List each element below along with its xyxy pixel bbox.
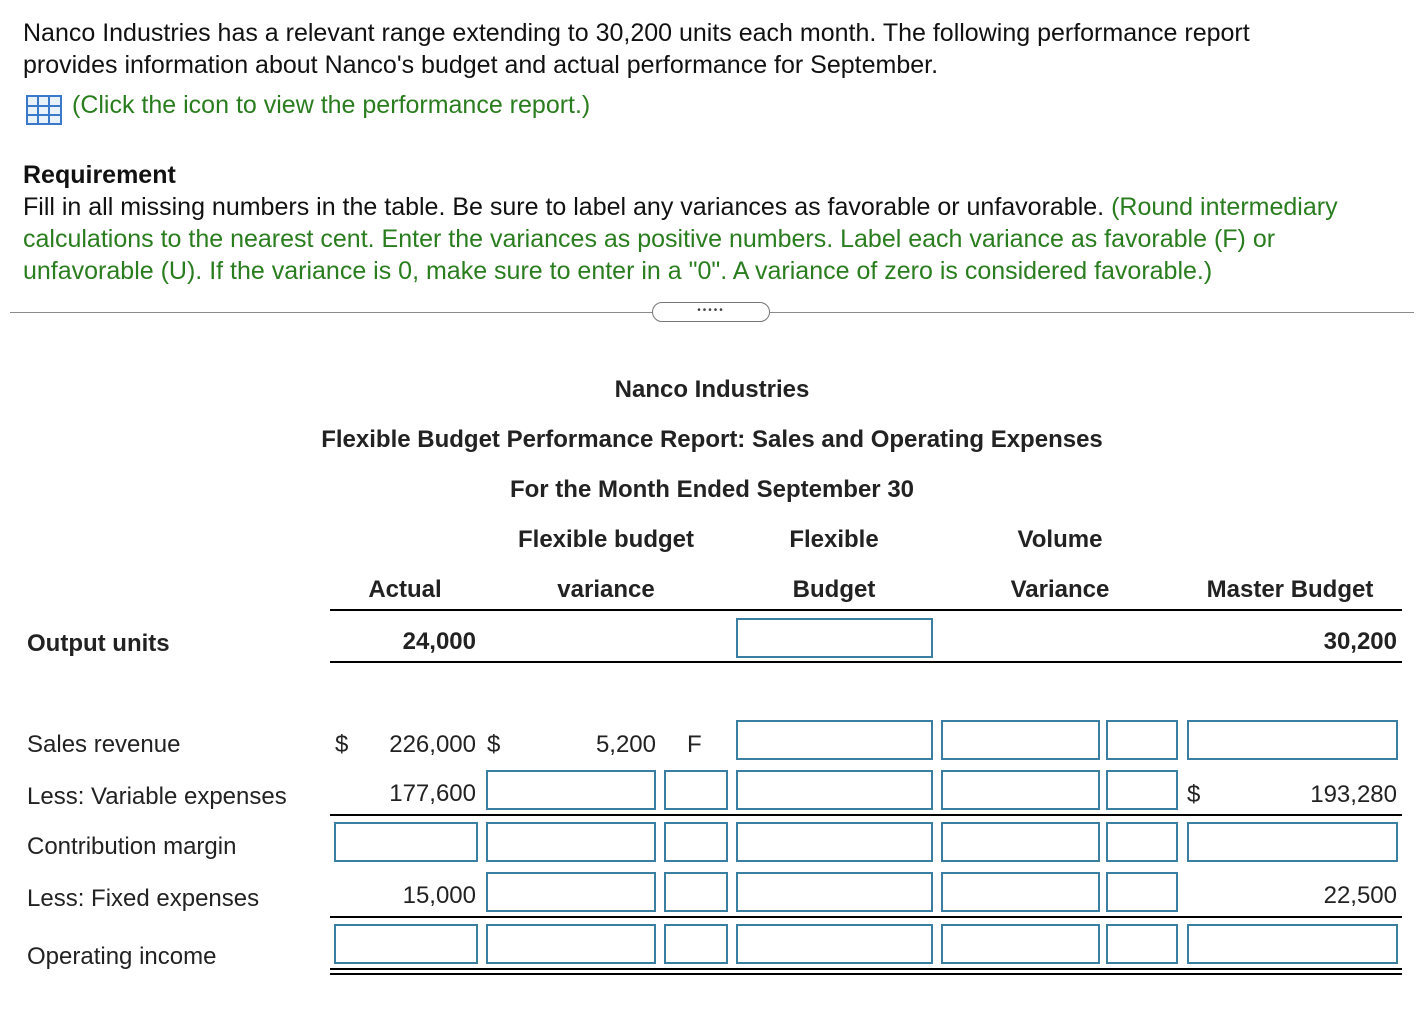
- operating-income-fbv-flag-input[interactable]: [664, 924, 728, 964]
- report-period: For the Month Ended September 30: [509, 476, 915, 503]
- variable-expenses-vv-flag-input[interactable]: [1106, 770, 1178, 810]
- contribution-margin-actual-input[interactable]: [334, 822, 478, 862]
- variable-expenses-volume-variance-input[interactable]: [941, 770, 1100, 810]
- requirement-title: Requirement: [23, 161, 176, 189]
- contribution-margin-volume-variance-input[interactable]: [941, 822, 1100, 862]
- sales-volume-variance-flag-input[interactable]: [1106, 720, 1178, 760]
- output-units-label: Output units: [27, 630, 170, 657]
- table-icon[interactable]: [26, 95, 62, 125]
- output-units-master: 30,200: [1323, 628, 1397, 655]
- fixed-expenses-fbv-input[interactable]: [486, 872, 656, 912]
- variable-expenses-label: Less: Variable expenses: [27, 783, 287, 810]
- requirement-text: Fill in all missing numbers in the table. Be sure to label any variances as favorable or unfavorable. (Round intermediary: [23, 193, 1338, 221]
- col-fbv-header-1: Flexible budget: [517, 526, 694, 553]
- header-rule: [330, 609, 1402, 611]
- operating-income-fbv-input[interactable]: [486, 924, 656, 964]
- col-vv-header-1: Volume: [1017, 526, 1103, 553]
- operating-income-actual-input[interactable]: [334, 924, 478, 964]
- col-fbv-header-2: variance: [557, 576, 655, 603]
- fixed-expenses-flexible-budget-input[interactable]: [736, 872, 933, 912]
- variable-expenses-actual: 177,600: [389, 780, 476, 807]
- contribution-margin-label: Contribution margin: [27, 833, 237, 860]
- sales-volume-variance-input[interactable]: [941, 720, 1100, 760]
- variable-expenses-fbv-input[interactable]: [486, 770, 656, 810]
- intro-line-2: provides information about Nanco's budget and actual performance for September.: [23, 51, 939, 79]
- sales-fbv-flag: F: [687, 731, 702, 758]
- col-actual-header: Actual: [368, 576, 442, 603]
- contribution-margin-fbv-flag-input[interactable]: [664, 822, 728, 862]
- output-units-flexible-budget-input[interactable]: [736, 618, 933, 658]
- requirement-note-line-3: unfavorable (U). If the variance is 0, make sure to enter in a "0". A variance of zero is considered favorable.): [23, 257, 1213, 285]
- variable-expenses-master: 193,280: [1310, 781, 1397, 808]
- fixed-expenses-rule: [330, 916, 1402, 918]
- fixed-expenses-master: 22,500: [1323, 882, 1397, 909]
- col-fb-header-2: Budget: [792, 576, 876, 603]
- sales-fbv: 5,200: [595, 731, 656, 758]
- double-rule-bottom: [330, 973, 1402, 975]
- variable-expenses-rule: [330, 814, 1402, 816]
- variable-expenses-flexible-budget-input[interactable]: [736, 770, 933, 810]
- currency-sign: $: [487, 731, 501, 758]
- fixed-expenses-fbv-flag-input[interactable]: [664, 872, 728, 912]
- fixed-expenses-label: Less: Fixed expenses: [27, 885, 260, 912]
- sales-actual: 226,000: [389, 731, 476, 758]
- operating-income-flexible-budget-input[interactable]: [736, 924, 933, 964]
- fixed-expenses-vv-flag-input[interactable]: [1106, 872, 1178, 912]
- output-units-rule: [330, 661, 1402, 663]
- sales-flexible-budget-input[interactable]: [736, 720, 933, 760]
- report-title: Flexible Budget Performance Report: Sales and Operating Expenses: [321, 426, 1103, 453]
- contribution-margin-fbv-input[interactable]: [486, 822, 656, 862]
- requirement-note-line-2: calculations to the nearest cent. Enter the variances as positive numbers. Label each variance as favorable (F) or: [23, 225, 1276, 253]
- col-vv-header-2: Variance: [1010, 576, 1110, 603]
- operating-income-volume-variance-input[interactable]: [941, 924, 1100, 964]
- sales-revenue-label: Sales revenue: [27, 731, 181, 758]
- sales-master-budget-input[interactable]: [1187, 720, 1398, 760]
- col-master-header: Master Budget: [1206, 576, 1374, 603]
- col-fb-header-1: Flexible: [789, 526, 879, 553]
- currency-sign: $: [1187, 781, 1201, 808]
- report-company: Nanco Industries: [614, 376, 810, 403]
- performance-report-link[interactable]: (Click the icon to view the performance report.): [72, 91, 591, 119]
- fixed-expenses-actual: 15,000: [402, 882, 476, 909]
- double-rule-top: [330, 968, 1402, 970]
- operating-income-master-input[interactable]: [1187, 924, 1398, 964]
- contribution-margin-vv-flag-input[interactable]: [1106, 822, 1178, 862]
- operating-income-vv-flag-input[interactable]: [1106, 924, 1178, 964]
- contribution-margin-master-input[interactable]: [1187, 822, 1398, 862]
- expand-button[interactable]: •••••: [652, 302, 770, 322]
- currency-sign: $: [335, 731, 349, 758]
- fixed-expenses-volume-variance-input[interactable]: [941, 872, 1100, 912]
- contribution-margin-flexible-budget-input[interactable]: [736, 822, 933, 862]
- output-units-actual: 24,000: [402, 628, 476, 655]
- operating-income-label: Operating income: [27, 943, 217, 970]
- intro-line-1: Nanco Industries has a relevant range extending to 30,200 units each month. The following performance report: [23, 19, 1250, 47]
- variable-expenses-fbv-flag-input[interactable]: [664, 770, 728, 810]
